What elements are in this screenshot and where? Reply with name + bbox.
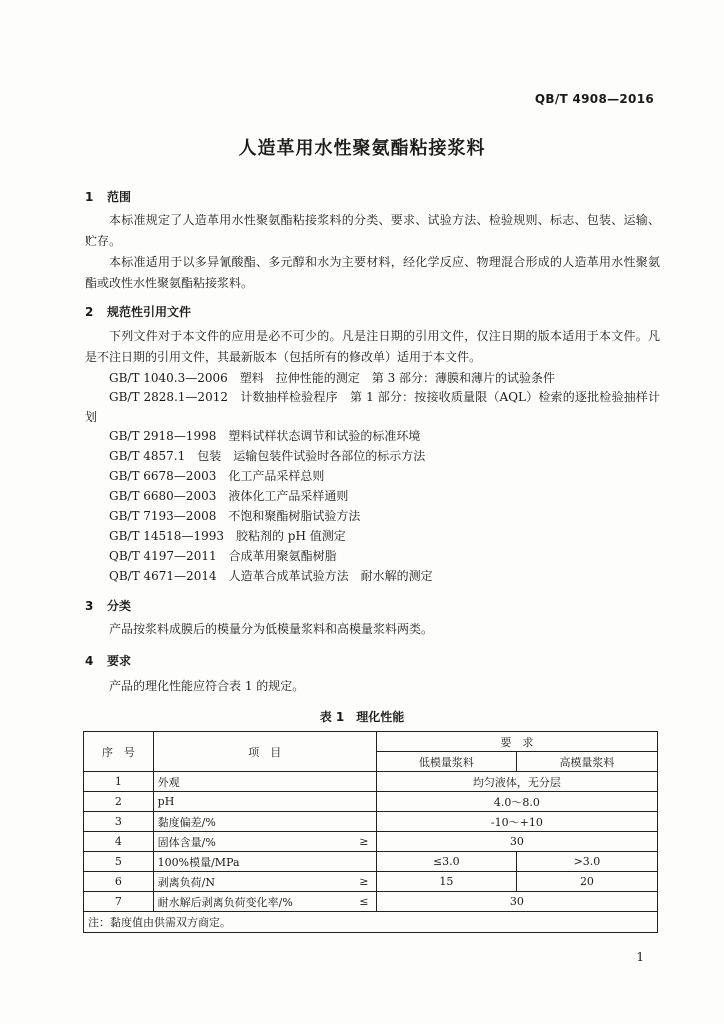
reference-item: QB/T 4197—2011 合成革用聚氨酯树脂 bbox=[109, 549, 337, 563]
reference-item: GB/T 4857.1 包装 运输包装件试验时各部位的标示方法 bbox=[109, 449, 426, 463]
row-item: 外观 bbox=[153, 772, 352, 792]
reference-item: GB/T 6680—2003 液体化工产品采样通则 bbox=[109, 489, 349, 503]
row-value: 4.0～8.0 bbox=[376, 792, 657, 812]
section-3-paragraph-1: 产品按浆料成膜后的模量分为低模量浆料和高模量浆料两类。 bbox=[109, 622, 434, 636]
standard-code: QB/T 4908—2016 bbox=[534, 92, 654, 106]
row-item: 100%模量/MPa bbox=[153, 852, 352, 872]
row-item: 剥离负荷/N bbox=[153, 872, 352, 892]
header-seq: 序 号 bbox=[84, 732, 154, 772]
row-symbol bbox=[352, 812, 376, 832]
table-note: 注：黏度值由供需双方商定。 bbox=[84, 912, 658, 933]
section-number: 3 bbox=[85, 599, 94, 613]
section-2-heading bbox=[85, 303, 191, 320]
row-value: 30 bbox=[376, 832, 657, 852]
table-note-row bbox=[84, 912, 658, 933]
header-high-modulus: 高模量浆料 bbox=[516, 752, 657, 772]
section-title: 要求 bbox=[107, 654, 132, 668]
document-title: 人造革用水性聚氨酯粘接浆料 bbox=[238, 138, 486, 159]
section-title: 规范性引用文件 bbox=[107, 305, 192, 319]
section-1-heading bbox=[85, 188, 131, 205]
row-value-low: ≤3.0 bbox=[376, 852, 516, 872]
section-1-paragraph-1: 本标准规定了人造革用水性聚氨酯粘接浆料的分类、要求、试验方法、检验规则、标志、包装、运输、贮存。 bbox=[85, 213, 660, 248]
row-number: 3 bbox=[84, 812, 154, 832]
row-value-low: 15 bbox=[376, 872, 516, 892]
header-requirement: 要 求 bbox=[376, 732, 657, 752]
section-4-paragraph-1: 产品的理化性能应符合表 1 的规定。 bbox=[109, 679, 305, 693]
section-4-heading bbox=[85, 652, 131, 669]
row-symbol bbox=[352, 852, 376, 872]
reference-item: GB/T 14518—1993 胶粘剂的 pH 值测定 bbox=[109, 529, 346, 543]
row-number: 2 bbox=[84, 792, 154, 812]
header-item: 项 目 bbox=[153, 732, 376, 772]
row-number: 4 bbox=[84, 832, 154, 852]
reference-item: QB/T 4671—2014 人造革合成革试验方法 耐水解的测定 bbox=[109, 569, 433, 583]
row-value-high: >3.0 bbox=[516, 852, 657, 872]
reference-item: GB/T 2828.1—2012 计数抽样检验程序 第 1 部分：按接收质量限（AQL）检索的逐批检验抽样计划 bbox=[85, 390, 660, 424]
row-value: 均匀液体，无分层 bbox=[376, 772, 657, 792]
row-value: -10～+10 bbox=[376, 812, 657, 832]
section-1-paragraph-2: 本标准适用于以多异氰酸酯、多元醇和水为主要材料，经化学反应、物理混合形成的人造革用水性聚氨酯或改性水性聚氨酯粘接浆料。 bbox=[85, 255, 660, 290]
table-row bbox=[84, 832, 658, 852]
table-row bbox=[84, 772, 658, 792]
table-row bbox=[84, 892, 658, 912]
row-value-high: 20 bbox=[516, 872, 657, 892]
row-item: pH bbox=[153, 792, 352, 812]
section-3-heading bbox=[85, 597, 131, 614]
row-symbol: ≥ bbox=[352, 832, 376, 852]
row-item: 耐水解后剥离负荷变化率/% bbox=[153, 892, 352, 912]
reference-item: GB/T 2918—1998 塑料试样状态调节和试验的标准环境 bbox=[109, 429, 421, 443]
row-number: 1 bbox=[84, 772, 154, 792]
row-item: 固体含量/% bbox=[153, 832, 352, 852]
section-2-paragraph-1: 下列文件对于本文件的应用是必不可少的。凡是注日期的引用文件，仅注日期的版本适用于本文件。凡是不注日期的引用文件，其最新版本（包括所有的修改单）适用于本文件。 bbox=[85, 329, 660, 364]
section-number: 1 bbox=[85, 190, 94, 204]
row-symbol bbox=[352, 772, 376, 792]
row-item: 黏度偏差/% bbox=[153, 812, 352, 832]
header-low-modulus: 低模量浆料 bbox=[376, 752, 516, 772]
section-title: 分类 bbox=[107, 599, 132, 613]
table-row bbox=[84, 852, 658, 872]
reference-item: GB/T 7193—2008 不饱和聚酯树脂试验方法 bbox=[109, 509, 361, 523]
page-number: 1 bbox=[636, 950, 644, 964]
row-symbol: ≥ bbox=[352, 872, 376, 892]
reference-item: GB/T 6678—2003 化工产品采样总则 bbox=[109, 469, 325, 483]
row-value: 30 bbox=[376, 892, 657, 912]
row-number: 7 bbox=[84, 892, 154, 912]
section-number: 4 bbox=[85, 654, 94, 668]
table-row bbox=[84, 792, 658, 812]
section-title: 范围 bbox=[107, 190, 132, 204]
row-number: 6 bbox=[84, 872, 154, 892]
row-number: 5 bbox=[84, 852, 154, 872]
properties-table bbox=[83, 731, 658, 933]
table-header-row bbox=[84, 732, 658, 752]
row-symbol bbox=[352, 792, 376, 812]
reference-item: GB/T 1040.3—2006 塑料 拉伸性能的测定 第 3 部分：薄膜和薄片的试验条件 bbox=[109, 371, 556, 385]
table-row bbox=[84, 812, 658, 832]
table-caption: 表 1 理化性能 bbox=[319, 710, 405, 724]
table-row bbox=[84, 872, 658, 892]
section-number: 2 bbox=[85, 305, 94, 319]
row-symbol: ≤ bbox=[352, 892, 376, 912]
